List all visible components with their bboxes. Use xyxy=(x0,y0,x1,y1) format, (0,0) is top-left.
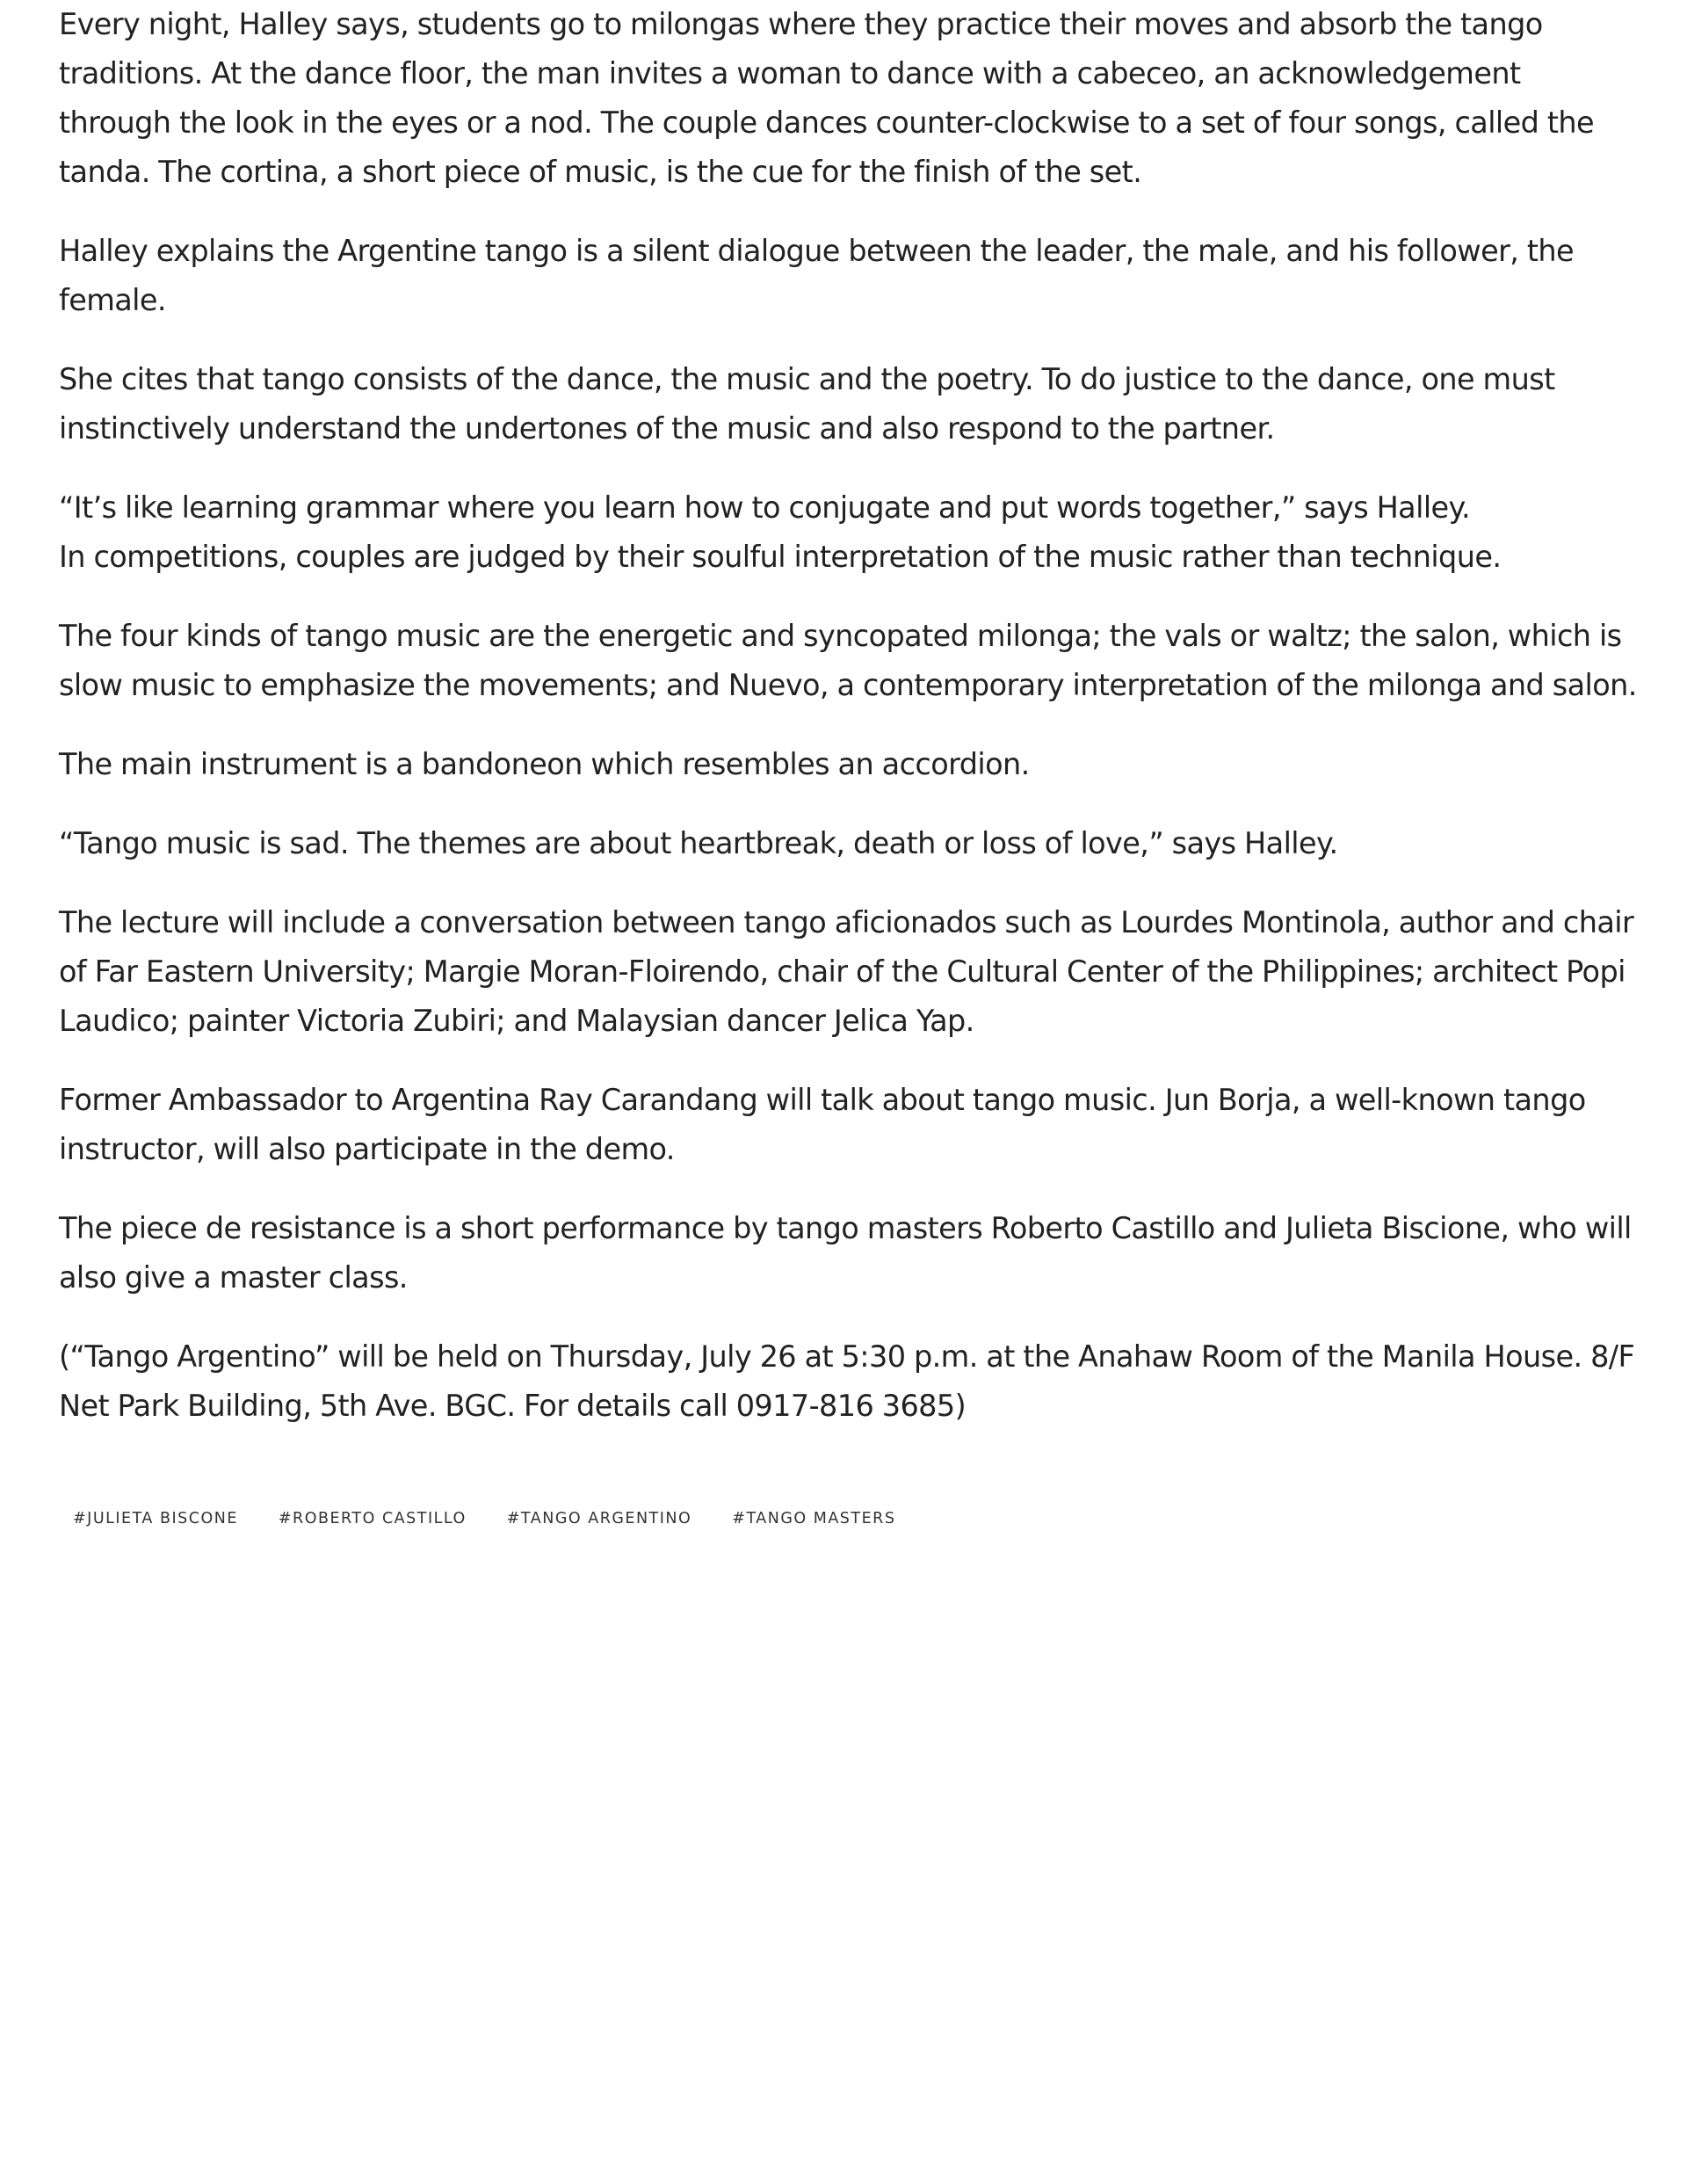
tag-tango-argentino[interactable]: #TANGO ARGENTINO xyxy=(506,1510,692,1527)
paragraph-tango-sad-quote: “Tango music is sad. The themes are about heartbreak, death or loss of love,” says Halley. xyxy=(59,826,1338,860)
paragraph-four-kinds: The four kinds of tango music are the energetic and syncopated milonga; the vals or waltz; the salon, which is slow music to emphasize the movements; and Nuevo, a contemporary interpretation of the milonga and salon. xyxy=(59,619,1637,702)
paragraph-ambassador: Former Ambassador to Argentina Ray Carandang will talk about tango music. Jun Borja, a well-known tango instructor, will also participate in the demo. xyxy=(59,1083,1586,1166)
paragraph-milongas: Every night, Halley says, students go to milongas where they practice their moves and absorb the tango traditions. At the dance floor, the man invites a woman to dance with a cabeceo, an acknowledgement through the look in the eyes or a nod. The couple dances counter-clockwise to a set of four songs, called the tanda. The cortina, a short piece of music, is the cue for the finish of the set. xyxy=(59,7,1595,189)
paragraph-event-details: (“Tango Argentino” will be held on Thursday, July 26 at 5:30 p.m. at the Anahaw Room of the Manila House. 8/F Net Park Building, 5th Ave. BGC. For details call 0917-816 3685) xyxy=(59,1339,1635,1423)
tag-roberto-castillo[interactable]: #ROBERTO CASTILLO xyxy=(278,1510,467,1527)
tag-julieta-biscone[interactable]: #JULIETA BISCONE xyxy=(73,1510,238,1527)
competitions-line: In competitions, couples are judged by their soulful interpretation of the music rather than technique. xyxy=(59,540,1502,574)
paragraph-lecture-guests: The lecture will include a conversation between tango aficionados such as Lourdes Montinola, author and chair of Far Eastern University; Margie Moran-Floirendo, chair of the Cultural Center of the Philippines; architect Popi Laudico; painter Victoria Zubiri; and Malaysian dancer Jelica Yap. xyxy=(59,905,1634,1038)
grammar-quote-line: “It’s like learning grammar where you learn how to conjugate and put words together,” says Halley. xyxy=(59,490,1471,525)
article-body xyxy=(59,0,1640,1461)
tag-tango-masters[interactable]: #TANGO MASTERS xyxy=(732,1510,896,1527)
paragraph-grammar-quote xyxy=(59,483,1640,582)
paragraph-bandoneon: The main instrument is a bandoneon which resembles an accordion. xyxy=(59,747,1030,781)
tag-list xyxy=(59,1494,909,1543)
paragraph-silent-dialogue: Halley explains the Argentine tango is a silent dialogue between the leader, the male, and his follower, the female. xyxy=(59,234,1575,317)
paragraph-dance-music-poetry: She cites that tango consists of the dance, the music and the poetry. To do justice to the dance, one must instinctively understand the undertones of the music and also respond to the partner. xyxy=(59,362,1555,446)
paragraph-piece-de-resistance: The piece de resistance is a short performance by tango masters Roberto Castillo and Julieta Biscione, who will also give a master class. xyxy=(59,1211,1632,1295)
